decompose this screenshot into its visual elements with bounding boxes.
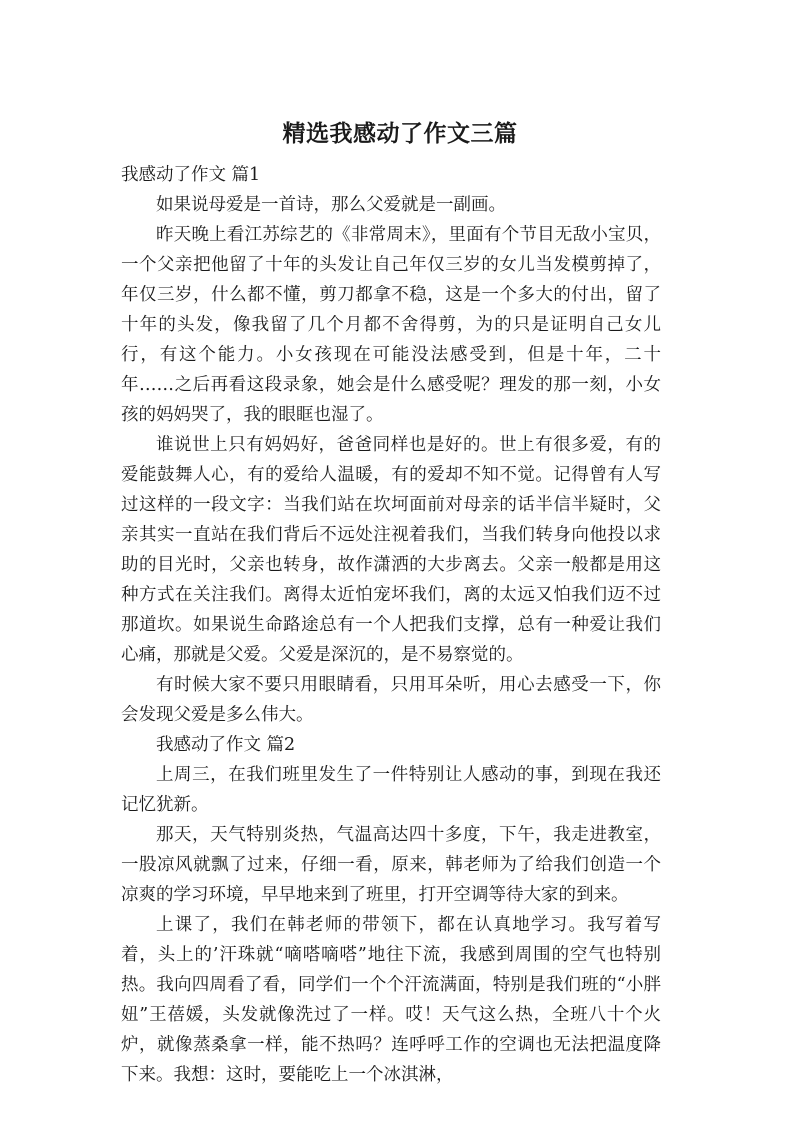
paragraph: 昨天晚上看江苏综艺的《非常周末》，里面有个节目无敌小宝贝，一个父亲把他留了十年的头发让自己年仅三岁的女儿当发模剪掉了，年仅三岁，什么都不懂，剪刀都拿不稳，这是一个多大的付出，留了十年的头发，像我留了几个月都不舍得剪，为的只是证明自己女儿行，有这个能力。小女孩现在可能没法感受到，但是十年，二十年……之后再看这段录象，她会是什么感受呢？理发的那一刻，小女孩的妈妈哭了，我的眼眶也湿了。: [121, 225, 661, 425]
paragraph: 如果说母爱是一首诗，那么父爱就是一副画。: [156, 195, 506, 215]
document-body: [121, 160, 661, 1090]
paragraph: 有时候大家不要只用眼睛看，只用耳朵听，用心去感受一下，你会发现父爱是多么伟大。: [121, 675, 661, 725]
section-heading-2: 我感动了作文 篇2: [156, 735, 296, 755]
section-heading-1: 我感动了作文 篇1: [121, 165, 261, 185]
paragraph: 上周三，在我们班里发生了一件特别让人感动的事，到现在我还记忆犹新。: [121, 765, 661, 815]
paragraph: 谁说世上只有妈妈好，爸爸同样也是好的。世上有很多爱，有的爱能鼓舞人心，有的爱给人温暖，有的爱却不知不觉。记得曾有人写过这样的一段文字：当我们站在坎坷面前对母亲的话半信半疑时，父亲其实一直站在我们背后不远处注视着我们，当我们转身向他投以求助的目光时，父亲也转身，故作潇洒的大步离去。父亲一般都是用这种方式在关注我们。离得太近怕宠坏我们，离的太远又怕我们迈不过那道坎。如果说生命路途总有一个人把我们支撑，总有一种爱让我们心痛，那就是父爱。父爱是深沉的，是不易察觉的。: [121, 435, 661, 665]
paragraph: 上课了，我们在韩老师的带领下，都在认真地学习。我写着写着，头上的’汗珠就“嘀嗒嘀嗒”地往下流，我感到周围的空气也特别热。我向四周看了看，同学们一个个汗流满面，特别是我们班的“小胖妞”王蓓媛，头发就像洗过了一样。哎！天气这么热，全班八十个火炉，就像蒸桑拿一样，能不热吗？连呼呼工作的空调也无法把温度降下来。我想：这时，要能吃上一个冰淇淋，: [121, 915, 661, 1085]
paragraph: 那天，天气特别炎热，气温高达四十多度，下午，我走进教室，一股凉风就飘了过来，仔细一看，原来，韩老师为了给我们创造一个凉爽的学习环境，早早地来到了班里，打开空调等待大家的到来。: [121, 825, 661, 905]
document-title: 精选我感动了作文三篇: [282, 121, 518, 147]
